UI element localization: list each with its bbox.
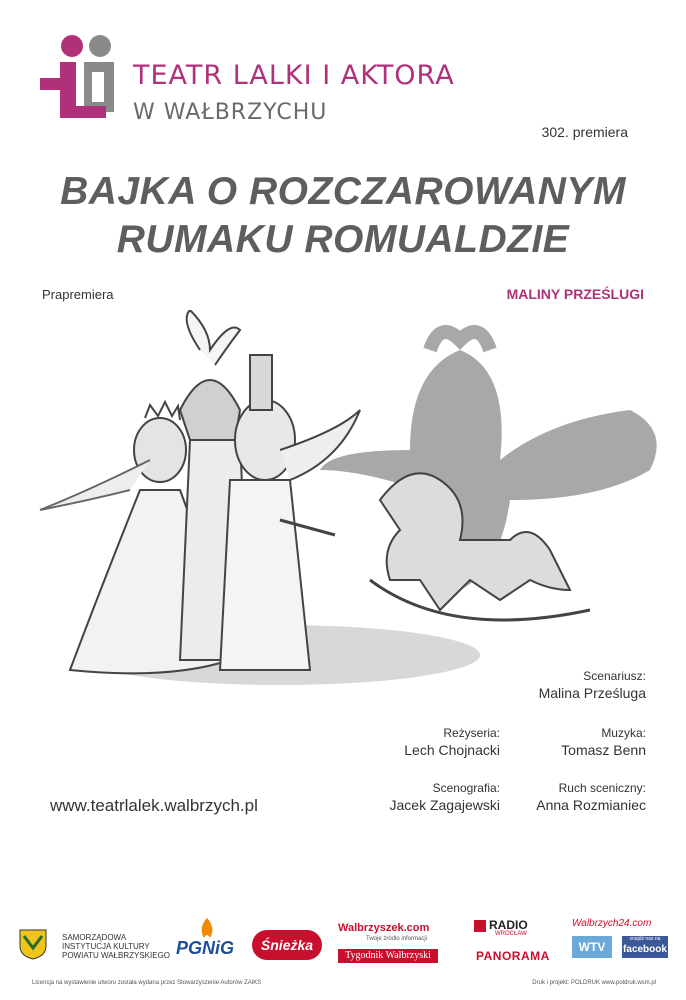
institution-line1: SAMORZĄDOWA <box>62 933 127 942</box>
facebook-label: facebook <box>623 944 667 955</box>
script-name: Malina Prześluga <box>538 685 646 701</box>
facebook-badge[interactable] <box>622 936 668 958</box>
walbrzyszek-tagline: Twoje źródło informacji <box>366 936 428 942</box>
scenography-label: Scenografia: <box>432 781 500 795</box>
prapremiera-label: Prapremiera <box>42 287 114 302</box>
website-link[interactable]: www.teatrlalek.walbrzych.pl <box>50 796 258 815</box>
county-crest-icon <box>18 928 48 960</box>
direction-name: Lech Chojnacki <box>404 742 500 758</box>
walbrzych24-logo: Walbrzych24.com <box>572 918 652 929</box>
direction-label: Reżyseria: <box>443 726 500 740</box>
knight-helmet <box>180 380 240 440</box>
tygodnik-logo: Tygodnik Wałbrzyski <box>338 949 438 963</box>
pgnig-flame-icon <box>198 918 216 940</box>
movement-label: Ruch sceniczny: <box>558 781 646 795</box>
facebook-pre: znajdź nas na <box>629 936 661 942</box>
premiere-number: 302. premiera <box>541 124 628 140</box>
author-name: MALINY PRZEŚLUGI <box>506 286 644 302</box>
knight-plume <box>187 310 240 365</box>
theatre-logo <box>40 32 126 126</box>
institution-line3: POWIATU WAŁBRZYSKIEGO <box>62 951 171 960</box>
title-line1: BAJKA O ROZCZAROWANYM <box>60 170 626 213</box>
radio-square-icon <box>474 920 486 932</box>
princess-head <box>134 418 186 482</box>
scenography-name: Jacek Zagajewski <box>389 797 500 813</box>
music-label: Muzyka: <box>601 726 646 740</box>
radio-logo: RADIO <box>489 918 528 932</box>
panorama-logo: PANORAMA <box>476 949 550 963</box>
prince-hat <box>250 355 272 410</box>
title-line2: RUMAKU ROMUALDZIE <box>116 218 570 261</box>
movement-name: Anna Rozmianiec <box>536 797 646 813</box>
theatre-name-line2: W WAŁBRZYCHU <box>133 100 328 125</box>
walbrzyszek-logo: Walbrzyszek.com <box>338 922 430 934</box>
pgnig-logo: PGNiG <box>176 938 235 958</box>
theatre-name-line1: TEATR LALKI I AKTORA <box>133 60 455 91</box>
veil <box>40 460 150 510</box>
music-name: Tomasz Benn <box>561 742 646 758</box>
print-credit: Druk i projekt: POLDRUK www.poldruk.wsm.pl <box>532 980 656 986</box>
wtv-logo: WTV <box>572 936 612 958</box>
institution-line2: INSTYTUCJA KULTURY <box>62 942 150 951</box>
sniezka-logo: Śnieżka <box>252 930 322 960</box>
script-label: Scenariusz: <box>583 669 646 683</box>
license-note: Licencja na wystawienie utworu została wydana przez Stowarzyszenie Autorów ZAiKS <box>32 980 262 986</box>
prince-cape <box>220 480 310 670</box>
radio-sub: WROCŁAW <box>495 931 527 937</box>
puppets-illustration <box>30 310 670 710</box>
shadow-head <box>430 332 490 350</box>
